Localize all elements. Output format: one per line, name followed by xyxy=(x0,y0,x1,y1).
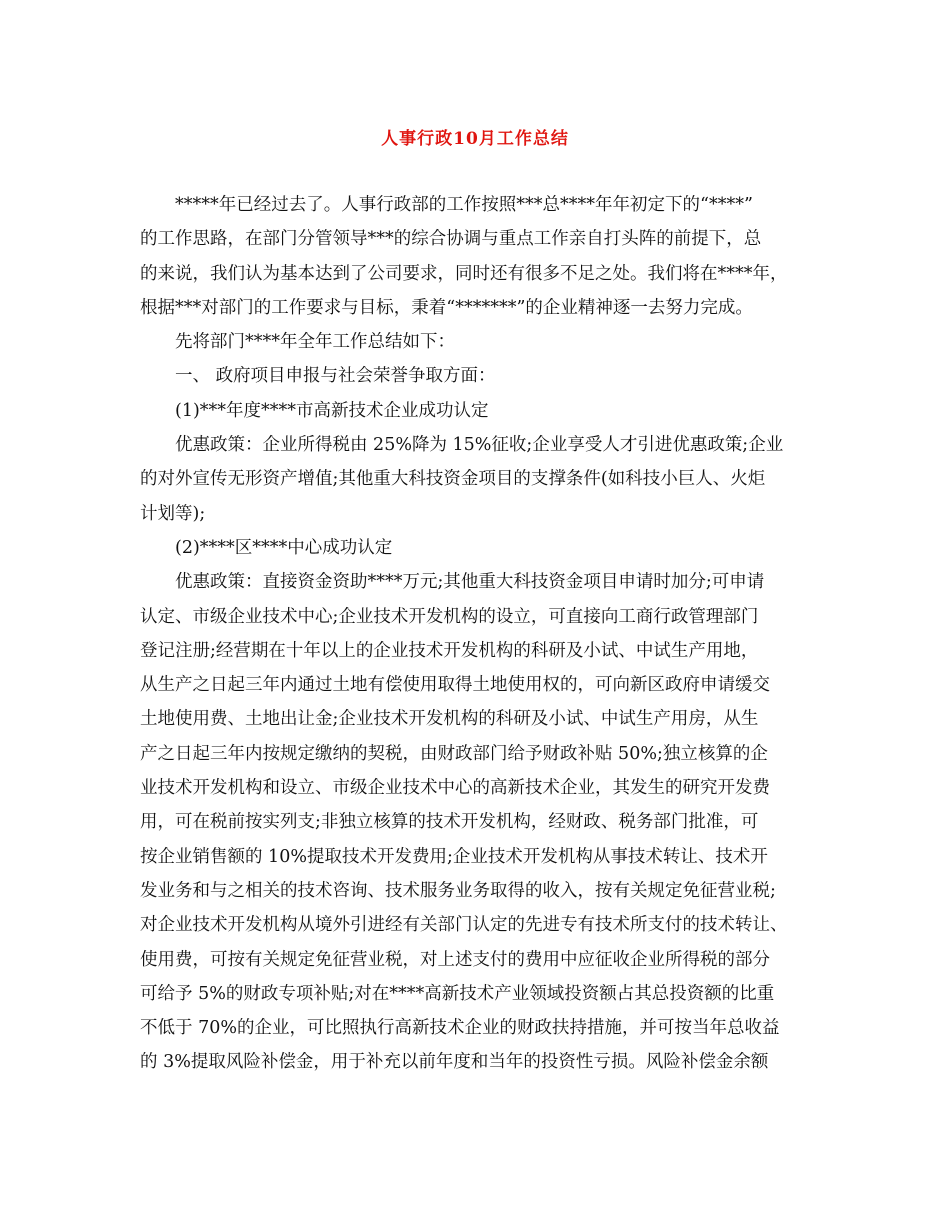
body-line: 的 3%提取风险补偿金，用于补充以前年度和当年的投资性亏损。风险补偿金余额 xyxy=(140,1052,769,1073)
body-line: 根据***对部门的工作要求与目标，秉着“*******”的企业精神逐一去努力完成。 xyxy=(140,297,753,318)
body-line: 的对外宣传无形资产增值;其他重大科技资金项目的支撑条件(如科技小巨人、火炬 xyxy=(140,469,766,490)
body-line: 的来说，我们认为基本达到了公司要求，同时还有很多不足之处。我们将在****年， xyxy=(140,263,788,284)
body-line: 优惠政策：企业所得税由 25%降为 15%征收;企业享受人才引进优惠政策;企业 xyxy=(175,435,784,456)
document-title: 人事行政10月工作总结 xyxy=(381,129,569,149)
body-line: 登记注册;经营期在十年以上的企业技术开发机构的科研及小试、中试生产用地， xyxy=(140,640,759,661)
body-line: 先将部门****年全年工作总结如下： xyxy=(175,332,455,353)
body-line: 认定、市级企业技术中心;企业技术开发机构的设立，可直接向工商行政管理部门 xyxy=(140,606,759,627)
body-line: (1)***年度****市高新技术企业成功认定 xyxy=(175,400,489,421)
body-line: 的工作思路，在部门分管领导***的综合协调与重点工作亲自打头阵的前提下，总 xyxy=(140,229,762,250)
body-line: (2)****区****中心成功认定 xyxy=(175,537,393,558)
body-line: *****年已经过去了。人事行政部的工作按照***总****年年初定下的“****” xyxy=(175,195,753,215)
body-line: 发业务和与之相关的技术咨询、技术服务业务取得的收入，按有关规定免征营业税; xyxy=(140,880,776,901)
body-line: 计划等); xyxy=(140,503,206,524)
body-line: 优惠政策：直接资金资助****万元;其他重大科技资金项目申请时加分;可申请 xyxy=(175,572,765,593)
body-line: 从生产之日起三年内通过土地有偿使用取得土地使用权的，可向新区政府申请缓交 xyxy=(140,675,770,696)
body-line: 可给予 5%的财政专项补贴;对在****高新技术产业领域投资额占其总投资额的比重 xyxy=(140,983,775,1004)
document-body xyxy=(140,188,820,1080)
body-line: 用，可在税前按实列支;非独立核算的技术开发机构，经财政、税务部门批准，可 xyxy=(140,812,759,833)
body-line: 对企业技术开发机构从境外引进经有关部门认定的先进专有技术所支付的技术转让、 xyxy=(140,915,788,936)
body-line: 产之日起三年内按规定缴纳的契税，由财政部门给予财政补贴 50%;独立核算的企 xyxy=(140,743,768,764)
body-line: 使用费，可按有关规定免征营业税，对上述支付的费用中应征收企业所得税的部分 xyxy=(140,949,770,970)
body-line: 按企业销售额的 10%提取技术开发费用;企业技术开发机构从事技术转让、技术开 xyxy=(140,846,768,867)
body-line: 土地使用费、土地出让金;企业技术开发机构的科研及小试、中试生产用房，从生 xyxy=(140,709,759,730)
body-line: 不低于 70%的企业，可比照执行高新技术企业的财政扶持措施，并可按当年总收益 xyxy=(140,1018,780,1039)
body-line: 一、 政府项目申报与社会荣誉争取方面： xyxy=(175,366,496,387)
body-line: 业技术开发机构和设立、市级企业技术中心的高新技术企业，其发生的研究开发费 xyxy=(140,778,770,799)
